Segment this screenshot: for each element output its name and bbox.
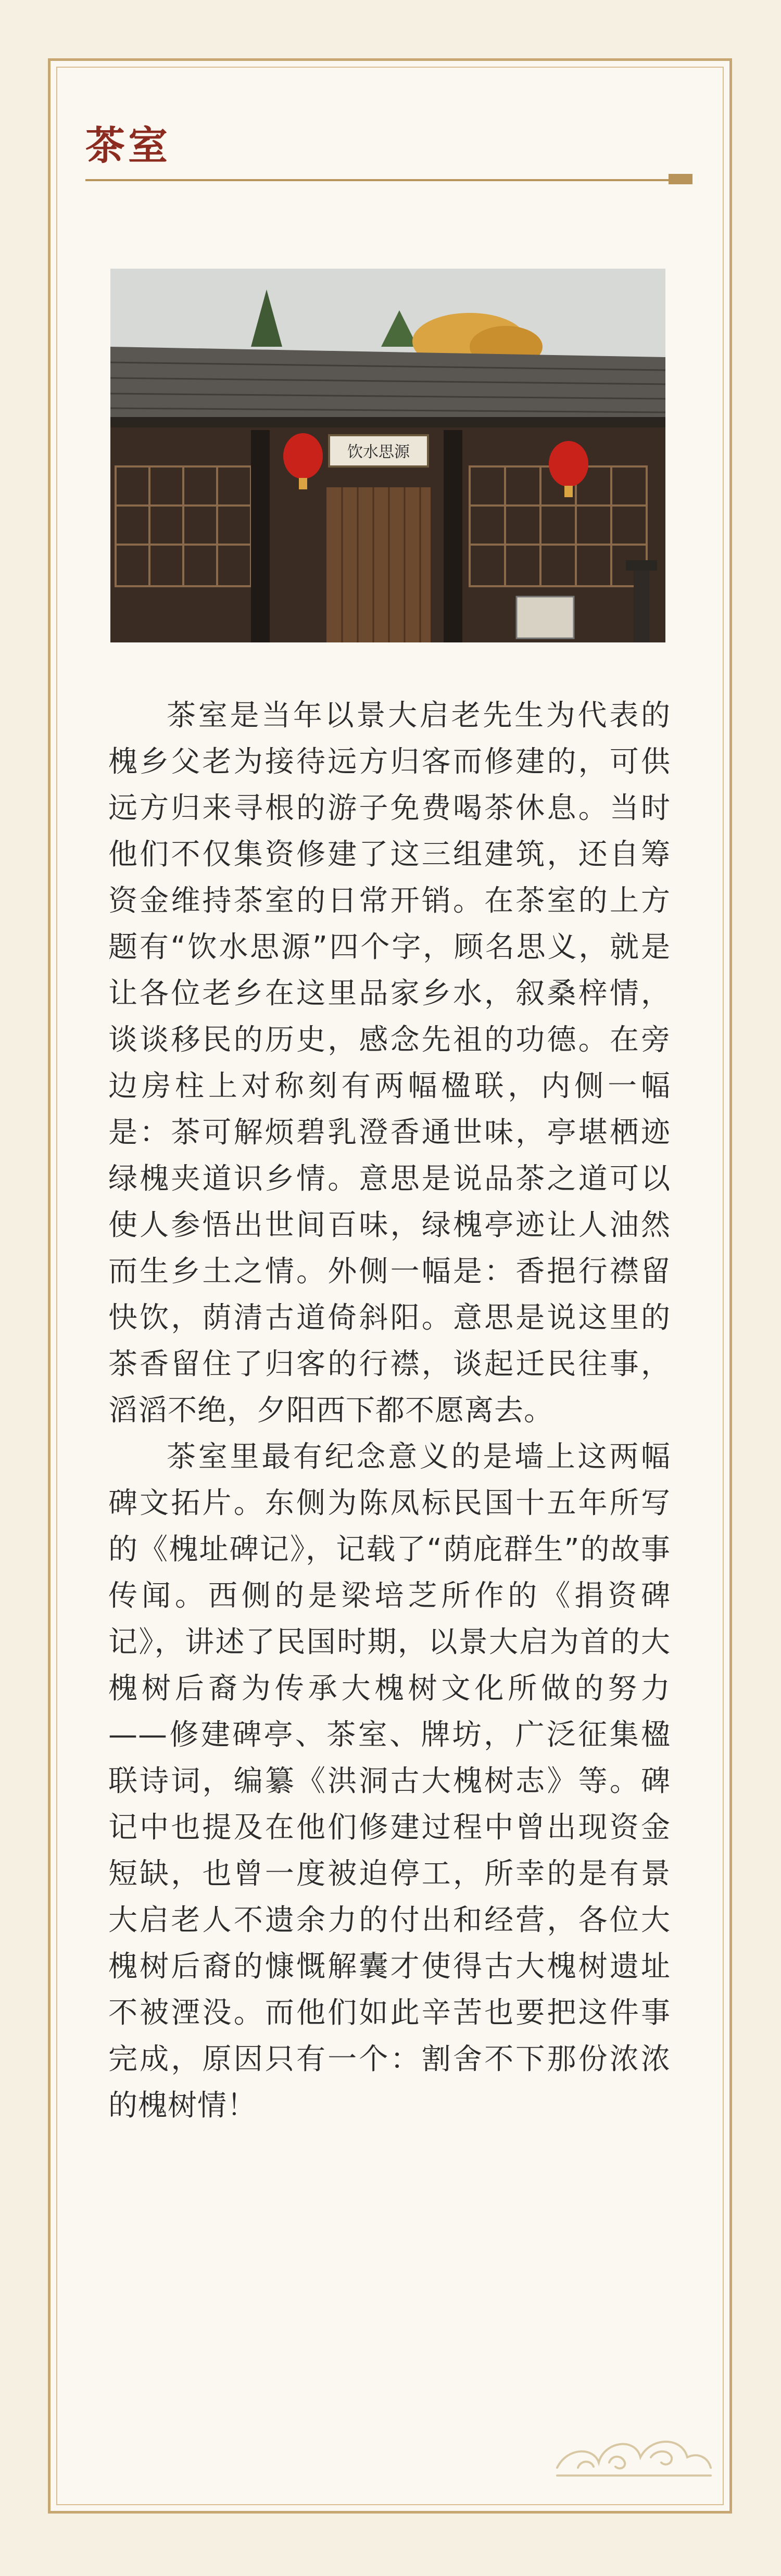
title-accent-bar bbox=[669, 174, 692, 184]
teahouse-photo bbox=[110, 269, 665, 642]
article-paragraph-2: 茶室里最有纪念意义的是墙上这两幅碑文拓片。东侧为陈凤标民国十五年所写的《槐址碑记》，记载了“荫庇群生”的故事传闻。西侧的是梁培芝所作的《捐资碑记》，讲述了民国时期，以景大启为首的大槐树后裔为传承大槐树文化所做的努力——修建碑亭、茶室、牌坊，广泛征集楹联诗词，编纂《洪洞古大槐树志》等。碑记中也提及在他们修建过程中曾出现资金短缺，也曾一度被迫停工，所幸的是有景大启老人不遗余力的付出和经营，各位大槐树后裔的慷慨解囊才使得古大槐树遗址不被湮没。而他们如此辛苦也要把这件事完成，原因只有一个：割舍不下那份浓浓的槐树情！ bbox=[108, 1440, 671, 2123]
stone-lamp bbox=[634, 571, 649, 642]
cloud-ornament-icon bbox=[547, 2405, 719, 2483]
plaque-text: 饮水思源 bbox=[347, 443, 410, 461]
red-lantern-right bbox=[549, 441, 588, 487]
red-lantern-left bbox=[283, 433, 323, 479]
info-sign bbox=[517, 597, 574, 638]
section-title: 茶室 bbox=[85, 122, 171, 169]
article-paragraph-1: 茶室是当年以景大启老先生为代表的槐乡父老为接待远方归客而修建的，可供远方归来寻根的游子免费喝茶休息。当时他们不仅集资修建了这三组建筑，还自筹资金维持茶室的日常开销。在茶室的上方题有“饮水思源”四个字，顾名思义，就是让各位老乡在这里品家乡水，叙桑梓情，谈谈移民的历史，感念先祖的功德。在旁边房柱上对称刻有两幅楹联，内侧一幅是：茶可解烦碧乳澄香通世味，亭堪栖迹绿槐夹道识乡情。意思是说品茶之道可以使人参悟出世间百味，绿槐亭迹让人油然而生乡土之情。外侧一幅是：香挹行襟留快饮，荫清古道倚斜阳。意思是说这里的茶香留住了归客的行襟，谈起迁民往事，滔滔不绝，夕阳西下都不愿离去。 bbox=[108, 699, 671, 1428]
title-underline bbox=[85, 179, 669, 181]
tiled-roof bbox=[110, 347, 665, 425]
article-body bbox=[108, 692, 671, 2129]
